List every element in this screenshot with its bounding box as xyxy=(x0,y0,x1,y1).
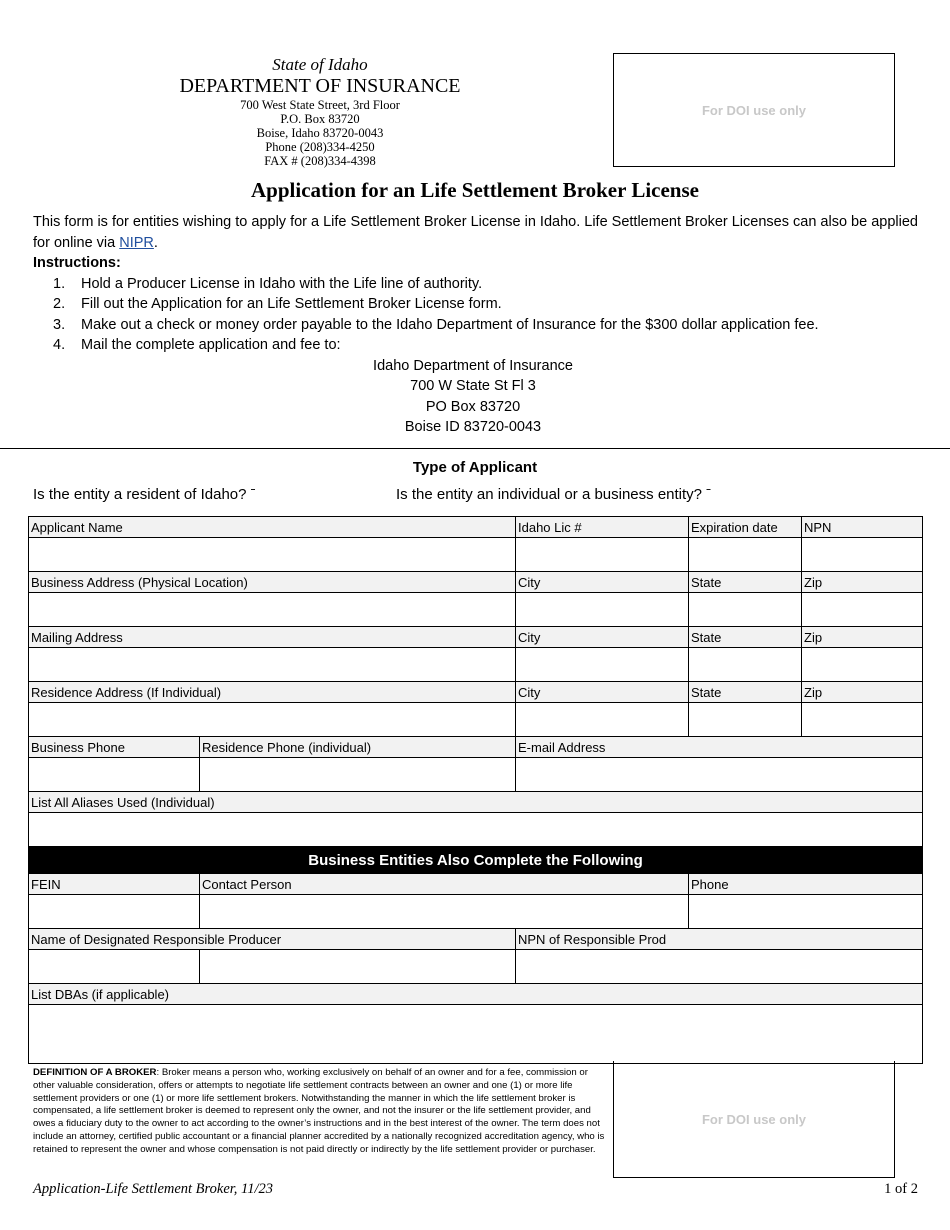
department-name: DEPARTMENT OF INSURANCE xyxy=(179,75,461,97)
business-state-field[interactable] xyxy=(689,593,802,627)
page-title: Application for an Life Settlement Broker License xyxy=(251,178,699,202)
residence-state-field[interactable] xyxy=(689,703,802,737)
fein-field[interactable] xyxy=(29,895,200,929)
mailing-city-field[interactable] xyxy=(516,648,689,682)
fein-label: FEIN xyxy=(29,874,200,895)
business-address-label: Business Address (Physical Location) xyxy=(29,572,516,593)
designated-producer-label: Name of Designated Responsible Producer xyxy=(29,929,516,950)
contact-person-field[interactable] xyxy=(200,895,689,929)
npn-field[interactable] xyxy=(802,538,923,572)
idaho-lic-field[interactable] xyxy=(516,538,689,572)
section-divider xyxy=(0,448,950,449)
residence-zip-field[interactable] xyxy=(802,703,923,737)
mail-line: 700 W State St Fl 3 xyxy=(410,378,536,394)
mail-line: Idaho Department of Insurance xyxy=(373,357,573,374)
instruction-step xyxy=(33,315,923,336)
business-zip-field[interactable] xyxy=(802,593,923,627)
form-id: Application-Life Settlement Broker, 11/23 xyxy=(33,1181,274,1197)
phone-label: Phone xyxy=(689,874,923,895)
mailing-address xyxy=(33,356,923,438)
npn-responsible-label: NPN of Responsible Prod xyxy=(516,929,923,950)
city-label: City xyxy=(516,627,689,648)
npn-label: NPN xyxy=(802,517,923,538)
step-text: Fill out the Application for an Life Settlement Broker License form. xyxy=(81,296,502,312)
mailing-address-label: Mailing Address xyxy=(29,627,516,648)
state-label: State xyxy=(689,682,802,703)
residence-address-field[interactable] xyxy=(29,703,516,737)
state-name: State of Idaho xyxy=(272,55,368,74)
instruction-step xyxy=(33,294,923,315)
mail-line: Boise ID 83720-0043 xyxy=(404,419,542,435)
expiration-date-field[interactable] xyxy=(689,538,802,572)
designated-producer-field-2[interactable] xyxy=(200,950,516,984)
mailing-state-field[interactable] xyxy=(689,648,802,682)
definition-text: : Broker means a person who, working exclusively on behalf of an owner and for a fee, commission or other valuable consideration, offers or attempts to negotiate life settlement contracts between an owner and one (1) or more life settlement providers or one (1) or more life settlement brokers. Notwithstanding the manner in which the life settlement broker is compensated, a life settlement broker is deemed to represent only the owner, and not the insurer or the life settlement provider, and owes a fiduciary duty to the owner to act according to the owner’s instructions and in the best interest of the owner. The term does not include an attorney, certified public accountant or a financial planner accredited by a nationally recognized accreditation agency, who is retained to represent the owner and whose compensation is not paid directly or indirectly by the life settlement provider or purchaser. xyxy=(33,1067,605,1155)
intro-paragraph xyxy=(33,212,923,253)
zip-label: Zip xyxy=(802,682,923,703)
page-number: 1 of 2 xyxy=(884,1181,918,1197)
expiration-date-label: Expiration date xyxy=(689,517,802,538)
definition-label: DEFINITION OF A BROKER xyxy=(33,1067,157,1078)
residence-address-label: Residence Address (If Individual) xyxy=(29,682,516,703)
instructions-title: Instructions: xyxy=(33,255,121,271)
phone-field[interactable] xyxy=(689,895,923,929)
intro-section xyxy=(33,212,923,438)
type-of-applicant-heading: Type of Applicant xyxy=(412,459,538,476)
instruction-step xyxy=(33,335,923,356)
business-phone-label: Business Phone xyxy=(29,737,200,758)
zip-label: Zip xyxy=(802,627,923,648)
application-form-table xyxy=(28,516,923,1064)
mailing-address-field[interactable] xyxy=(29,648,516,682)
doi-use-label: For DOI use only xyxy=(701,102,806,118)
business-city-field[interactable] xyxy=(516,593,689,627)
step-text: Mail the complete application and fee to: xyxy=(81,337,341,353)
address-line: P.O. Box 83720 xyxy=(280,112,360,126)
step-number: 1. xyxy=(53,275,66,292)
state-label: State xyxy=(689,572,802,593)
broker-definition xyxy=(33,1067,609,1157)
state-label: State xyxy=(689,627,802,648)
business-phone-field[interactable] xyxy=(29,758,200,792)
dbas-label: List DBAs (if applicable) xyxy=(29,984,923,1005)
idaho-lic-label: Idaho Lic # xyxy=(516,517,689,538)
intro-text: This form is for entities wishing to apply for a Life Settlement Broker License in Idaho. Life Settlement Broker Licenses can also be applied for online via xyxy=(33,214,918,251)
business-entities-header: Business Entities Also Complete the Following xyxy=(29,847,923,874)
residence-phone-label: Residence Phone (individual) xyxy=(200,737,516,758)
step-number: 2. xyxy=(53,296,66,312)
designated-producer-field[interactable] xyxy=(29,950,200,984)
npn-responsible-field[interactable] xyxy=(516,950,923,984)
contact-person-label: Contact Person xyxy=(200,874,689,895)
intro-end: . xyxy=(153,234,158,251)
resident-question[interactable]: Is the entity a resident of Idaho? ˉ xyxy=(33,486,256,503)
doi-use-box-top xyxy=(613,53,895,167)
entity-type-question[interactable]: Is the entity an individual or a business entity? ˉ xyxy=(396,486,712,503)
applicant-name-label: Applicant Name xyxy=(29,517,516,538)
applicant-name-field[interactable] xyxy=(29,538,516,572)
step-number: 4. xyxy=(53,337,66,353)
instruction-step xyxy=(33,274,923,295)
residence-phone-field[interactable] xyxy=(200,758,516,792)
mail-line: PO Box 83720 xyxy=(425,398,521,415)
agency-header xyxy=(160,55,480,168)
city-label: City xyxy=(516,572,689,593)
address-line: Phone (208)334-4250 xyxy=(265,140,375,154)
aliases-label: List All Aliases Used (Individual) xyxy=(29,792,923,813)
mailing-zip-field[interactable] xyxy=(802,648,923,682)
doi-use-label: For DOI use only xyxy=(701,1111,806,1127)
city-label: City xyxy=(516,682,689,703)
step-text: Hold a Producer License in Idaho with the Life line of authority. xyxy=(81,275,483,292)
business-address-field[interactable] xyxy=(29,593,516,627)
zip-label: Zip xyxy=(802,572,923,593)
email-field[interactable] xyxy=(516,758,923,792)
doi-use-box-bottom xyxy=(613,1061,895,1178)
email-label: E-mail Address xyxy=(516,737,923,758)
instructions-list xyxy=(33,274,923,356)
nipr-link[interactable]: NIPR xyxy=(119,234,154,251)
address-line: Boise, Idaho 83720-0043 xyxy=(256,126,384,140)
address-line: 700 West State Street, 3rd Floor xyxy=(240,98,400,112)
address-line: FAX # (208)334-4398 xyxy=(264,154,376,168)
step-number: 3. xyxy=(53,316,66,333)
step-text: Make out a check or money order payable to the Idaho Department of Insurance for the $300 dollar application fee. xyxy=(81,316,819,333)
dbas-field[interactable] xyxy=(29,1005,923,1064)
residence-city-field[interactable] xyxy=(516,703,689,737)
aliases-field[interactable] xyxy=(29,813,923,847)
